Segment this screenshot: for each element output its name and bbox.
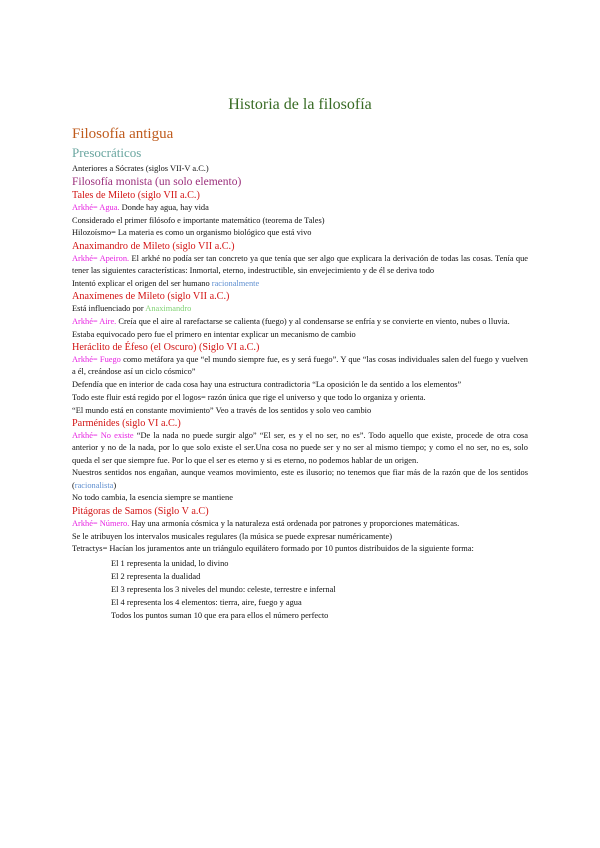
thales-paragraph-2: Hilozoísmo= La materia es como un organismo biológico que está vivo: [72, 228, 312, 238]
anaximander-arkhe-paragraph: [72, 253, 528, 278]
pythagoras-arkhe-text: Hay una armonía cósmica y la naturaleza está ordenada por patrones y proporciones matemáticas.: [129, 518, 460, 528]
anaximander-paragraph-1: [72, 278, 528, 290]
heraclitus-heading: Heráclito de Éfeso (el Oscuro) (Siglo VI a.C.): [72, 341, 260, 353]
thales-heading: Tales de Mileto (siglo VII a.C.): [72, 189, 200, 201]
pythagoras-arkhe-label: Arkhé= Número.: [72, 518, 130, 528]
thales-paragraph-1: Considerado el primer filósofo e importante matemático (teorema de Tales): [72, 215, 325, 225]
document-title: Historia de la filosofía: [228, 96, 372, 113]
anaximenes-p1-text: Está influenciado por: [72, 304, 146, 314]
heraclitus-paragraph-1: Defendía que en interior de cada cosa hay una estructura contradictoria “La oposición le da sentido a los elementos”: [72, 380, 462, 390]
list-item: El 1 representa la unidad, lo divino: [111, 558, 229, 568]
heraclitus-arkhe-label: Arkhé= Fuego: [72, 354, 121, 364]
thales-arkhe-paragraph: [72, 202, 528, 214]
parmenides-paragraph-1: [72, 467, 528, 492]
thales-arkhe-text: Donde hay agua, hay vida: [119, 202, 209, 212]
parmenides-p1-highlight: racionalista: [74, 480, 114, 490]
pythagoras-arkhe-paragraph: [72, 518, 528, 530]
anaximenes-paragraph-1: [72, 303, 528, 315]
anaximander-p1-text: Intentó explicar el origen del ser humano: [72, 278, 212, 288]
parmenides-heading: Parménides (siglo VI a.C.): [72, 417, 181, 429]
list-item: El 3 representa los 3 niveles del mundo: celeste, terrestre e infernal: [111, 584, 336, 594]
parmenides-p1-end: ): [113, 480, 117, 490]
anaximenes-paragraph-2: Estaba equivocado pero fue el primero en intentar explicar un mecanismo de cambio: [72, 329, 356, 339]
pythagoras-heading: Pitágoras de Samos (Siglo V a.C): [72, 505, 209, 517]
anaximenes-arkhe-text: Creía que el aire al rarefactarse se calienta (fuego) y al condensarse se enfría y se convierte en viento, nubes o lluvia.: [116, 316, 510, 326]
anaximenes-arkhe-paragraph: [72, 316, 528, 328]
parmenides-arkhe-paragraph: [72, 430, 528, 467]
anaximander-heading: Anaximandro de Mileto (siglo VII a.C.): [72, 240, 235, 252]
thales-arkhe-label: Arkhé= Agua.: [72, 202, 120, 212]
anaximenes-arkhe-label: Arkhé= Aire.: [72, 316, 117, 326]
heraclitus-arkhe-text: como metáfora ya que “el mundo siempre fue, es y será fuego”. Y que “las cosas individuales salen del fuego y vuelven a él, creándose así un ciclo cósmico”: [72, 354, 528, 377]
section-heading: Filosofía antigua: [72, 126, 174, 142]
heraclitus-paragraph-2: Todo este fluir está regido por el logos= razón única que rige el universo y que todo lo organiza y orienta.: [72, 392, 426, 402]
group-heading: Filosofía monista (un solo elemento): [72, 175, 242, 188]
anaximander-arkhe-label: Arkhé= Apeiron.: [72, 253, 130, 263]
parmenides-arkhe-label: Arkhé= No existe: [72, 430, 134, 440]
anaximenes-p1-highlight: Anaximandro: [145, 304, 192, 314]
parmenides-p1-text: Nuestros sentidos nos engañan, aunque veamos movimiento, este es ilusorio; no tenemos que fiar más de la razón que de los sentidos (: [72, 468, 528, 490]
parmenides-paragraph-2: No todo cambia, la esencia siempre se mantiene: [72, 493, 233, 503]
list-item: Todos los puntos suman 10 que era para ellos el número perfecto: [111, 610, 329, 620]
pythagoras-paragraph-1: Se le atribuyen los intervalos musicales regulares (la música se puede expresar numéricamente): [72, 531, 392, 541]
parmenides-arkhe-text: “De la nada no puede surgir algo” “El ser, es y el no ser, no es”. Todo aquello que existe, procede de otra cosa anterior y no de la nada, por lo que solo existe el ser.Una cosa no puede ser y no ser al mismo tiempo; y como el no ser, no es, solo queda el ser que siempre fue. Por lo que el ser es eterno y si es eterno, no podemos hablar de un origen.: [72, 430, 528, 465]
heraclitus-paragraph-3: “El mundo está en constante movimiento” Veo a través de los sentidos y solo veo cambio: [72, 405, 372, 415]
anaximander-arkhe-text: El arkhé no podía ser tan concreto ya que tenía que ser algo que explicara la derivación de todas las cosas. Tenía que tener las siguientes características: Inmortal, eterno, indestructible, sin envejecimiento y de él se deriva todo: [72, 253, 528, 275]
list-item: El 4 representa los 4 elementos: tierra, aire, fuego y agua: [111, 597, 302, 607]
subsection-heading: Presocráticos: [72, 145, 142, 160]
anaximenes-heading: Anaxímenes de Mileto (siglo VII a.C.): [72, 291, 230, 303]
intro-paragraph: Anteriores a Sócrates (siglos VII-V a.C.): [72, 164, 209, 173]
list-item: El 2 representa la dualidad: [111, 571, 201, 581]
anaximander-p1-highlight: racionalmente: [211, 278, 260, 288]
heraclitus-arkhe-paragraph: [72, 354, 528, 379]
tetractys-list: [72, 557, 528, 622]
pythagoras-paragraph-2: Tetractys= Hacían los juramentos ante un triángulo equilátero formado por 10 puntos distribuidos de la siguiente forma:: [72, 544, 474, 554]
